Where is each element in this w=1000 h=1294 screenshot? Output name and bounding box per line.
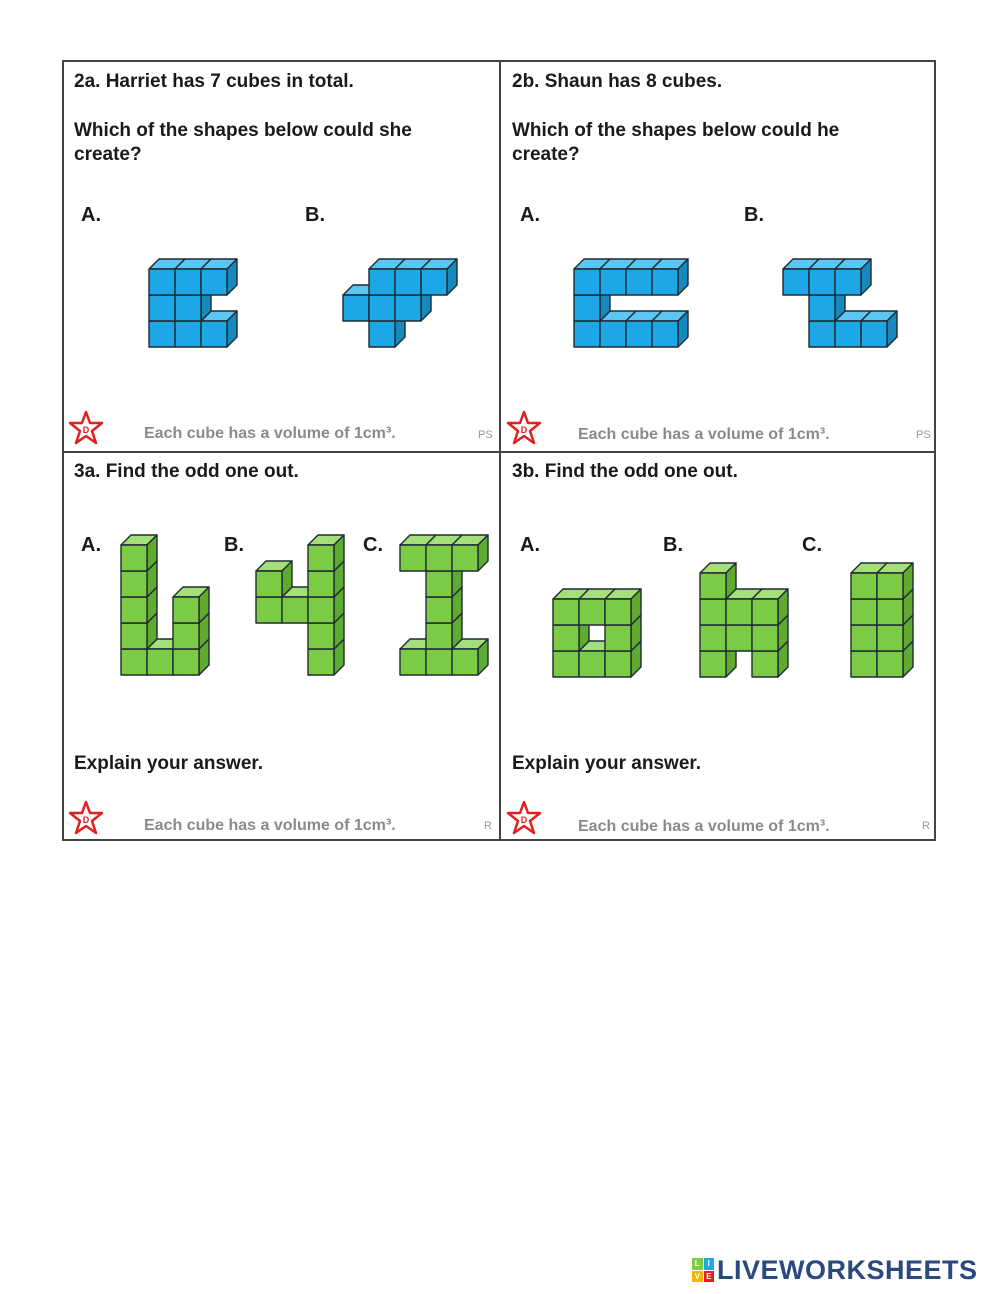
cube-face — [201, 269, 227, 295]
q2a-question-line1: Which of the shapes below could she — [74, 120, 412, 141]
q2b-question-line1: Which of the shapes below could he — [512, 120, 840, 141]
cube-face — [579, 651, 605, 677]
cube-face — [369, 269, 395, 295]
q2b-option-b-label: B. — [744, 204, 764, 226]
horizontal-divider — [62, 451, 936, 453]
liveworksheets-logo-text: LIVEWORKSHEETS — [717, 1254, 978, 1285]
cube-face — [426, 545, 452, 571]
q2a-option-b-label: B. — [305, 204, 325, 226]
cube-face — [605, 651, 631, 677]
q3a-option-b-label: B. — [224, 534, 244, 556]
q3b-shape-c[interactable] — [850, 562, 914, 678]
cube-face — [809, 321, 835, 347]
q2b-shape-b[interactable] — [782, 258, 898, 348]
q3a-option-c-label: C. — [363, 534, 383, 556]
q3b-explain: Explain your answer. — [512, 753, 702, 774]
q2a-title: 2a. Harriet has 7 cubes in total. — [74, 71, 354, 92]
q3a-title: 3a. Find the odd one out. — [74, 461, 299, 482]
cube-face — [149, 321, 175, 347]
q3a-explain: Explain your answer. — [74, 753, 264, 774]
cube-face — [752, 651, 778, 677]
cube-face — [426, 623, 452, 649]
cube-face — [400, 649, 426, 675]
q2b-footer-note: Each cube has a volume of 1cm³. — [578, 426, 830, 443]
cube-face — [308, 623, 334, 649]
cube-face — [752, 599, 778, 625]
star-letter: D — [520, 425, 528, 435]
cube-face — [395, 269, 421, 295]
difficulty-star-icon — [68, 410, 104, 446]
cube-face — [175, 321, 201, 347]
star-letter: D — [82, 425, 90, 435]
q2b-shape-a[interactable] — [573, 258, 689, 348]
cube-face — [652, 269, 678, 295]
cube-face — [400, 545, 426, 571]
q3a-option-a-label: A. — [81, 534, 101, 556]
cube-face — [700, 651, 726, 677]
q2b-title: 2b. Shaun has 8 cubes. — [512, 71, 723, 92]
cube-face — [851, 625, 877, 651]
q2b-question-line2: create? — [512, 144, 580, 165]
q3b-option-c-label: C. — [802, 534, 822, 556]
liveworksheets-logo-icon: L I V E — [692, 1258, 714, 1282]
cube-face — [752, 625, 778, 651]
q2a-code: PS — [478, 429, 493, 441]
cube-face — [574, 295, 600, 321]
cube-face — [173, 597, 199, 623]
cube-face — [553, 625, 579, 651]
cube-face — [308, 597, 334, 623]
q3b-code: R — [922, 820, 930, 832]
cube-face — [175, 295, 201, 321]
q3a-shape-b[interactable] — [255, 534, 345, 676]
cube-face — [426, 597, 452, 623]
star-letter: D — [82, 815, 90, 825]
cube-face — [726, 599, 752, 625]
q3b-shape-b[interactable] — [699, 562, 789, 678]
q2b-option-a-label: A. — [520, 204, 540, 226]
cube-face — [861, 321, 887, 347]
cube-face — [308, 545, 334, 571]
cube-face — [395, 295, 421, 321]
cube-face — [809, 269, 835, 295]
cube-face — [605, 599, 631, 625]
cube-face — [173, 649, 199, 675]
cube-face — [121, 623, 147, 649]
cube-face — [149, 269, 175, 295]
cube-face — [201, 321, 227, 347]
cube-face — [121, 571, 147, 597]
q3b-option-b-label: B. — [663, 534, 683, 556]
q2a-shape-a[interactable] — [148, 258, 238, 348]
cube-face — [700, 599, 726, 625]
difficulty-star-icon — [506, 410, 542, 446]
cube-face — [308, 649, 334, 675]
q3a-shape-a[interactable] — [120, 534, 210, 676]
cube-face — [605, 625, 631, 651]
cube-face — [553, 651, 579, 677]
cube-face — [256, 597, 282, 623]
cube-face — [308, 571, 334, 597]
cube-face — [121, 545, 147, 571]
cube-face — [147, 649, 173, 675]
cube-face — [851, 651, 877, 677]
cube-face — [600, 321, 626, 347]
cube-face — [877, 625, 903, 651]
cube-face — [452, 649, 478, 675]
q3a-footer-note: Each cube has a volume of 1cm³. — [144, 817, 396, 834]
q2a-footer-note: Each cube has a volume of 1cm³. — [144, 425, 396, 442]
cube-face — [835, 269, 861, 295]
cube-face — [343, 295, 369, 321]
q3b-option-a-label: A. — [520, 534, 540, 556]
cube-face — [726, 625, 752, 651]
q3b-title: 3b. Find the odd one out. — [512, 461, 738, 482]
cube-face — [426, 571, 452, 597]
cube-face — [877, 651, 903, 677]
cube-face — [851, 599, 877, 625]
cube-face — [579, 599, 605, 625]
cube-face — [600, 269, 626, 295]
difficulty-star-icon — [506, 800, 542, 836]
cube-face — [121, 649, 147, 675]
liveworksheets-logo — [692, 1255, 978, 1285]
cube-face — [173, 623, 199, 649]
cube-face — [652, 321, 678, 347]
cube-face — [700, 625, 726, 651]
q3b-shape-a[interactable] — [552, 588, 642, 678]
cube-face — [626, 269, 652, 295]
q2a-question-line2: create? — [74, 144, 142, 165]
cube-face — [835, 321, 861, 347]
cube-face — [851, 573, 877, 599]
cube-face — [369, 295, 395, 321]
cube-face — [256, 571, 282, 597]
cube-face — [574, 269, 600, 295]
difficulty-star-icon — [68, 800, 104, 836]
cube-face — [175, 269, 201, 295]
cube-face — [282, 597, 308, 623]
q3a-shape-c[interactable] — [399, 534, 489, 676]
q2a-option-a-label: A. — [81, 204, 101, 226]
cube-face — [149, 295, 175, 321]
cube-face — [700, 573, 726, 599]
cube-face — [121, 597, 147, 623]
cube-face — [574, 321, 600, 347]
cube-face — [553, 599, 579, 625]
cube-face — [421, 269, 447, 295]
cube-face — [877, 573, 903, 599]
q3a-code: R — [484, 820, 492, 832]
cube-face — [452, 545, 478, 571]
cube-face — [626, 321, 652, 347]
cube-face — [369, 321, 395, 347]
cube-face — [877, 599, 903, 625]
star-letter: D — [520, 815, 528, 825]
cube-face — [426, 649, 452, 675]
q2a-shape-b[interactable] — [342, 258, 458, 348]
cube-face — [809, 295, 835, 321]
q3b-footer-note: Each cube has a volume of 1cm³. — [578, 818, 830, 835]
cube-face — [783, 269, 809, 295]
q2b-code: PS — [916, 429, 931, 441]
